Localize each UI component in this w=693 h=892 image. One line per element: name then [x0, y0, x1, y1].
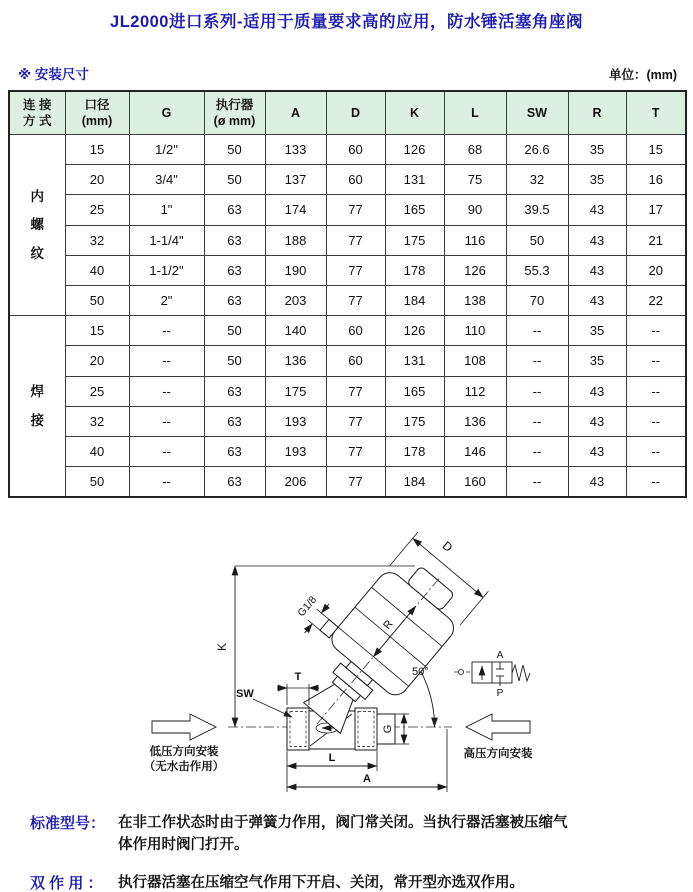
dimension-cell: 35 — [568, 346, 626, 376]
dimension-cell: 32 — [65, 406, 129, 436]
dimension-cell: 70 — [506, 285, 568, 315]
pneumatic-port-p: P — [496, 688, 504, 699]
dimension-cell: 77 — [326, 225, 385, 255]
dimension-cell: 43 — [568, 225, 626, 255]
dimension-cell: 140 — [265, 316, 326, 346]
dimension-cell: 50 — [506, 225, 568, 255]
table-row — [9, 255, 686, 285]
dimension-cell: 63 — [204, 255, 265, 285]
dimension-cell: 90 — [444, 195, 506, 225]
right-port — [355, 708, 377, 750]
column-header-bore: 口径 (mm) — [65, 91, 129, 135]
dimension-cell: 2" — [129, 285, 204, 315]
dimension-cell: 77 — [326, 376, 385, 406]
dimension-cell: 43 — [568, 436, 626, 466]
note-text: 在非工作状态时由于弹簧力作用，阀门常关闭。当执行器活塞被压缩气体作用时阀门打开。 — [118, 815, 568, 854]
dimension-cell: 22 — [626, 285, 686, 315]
dimension-cell: 146 — [444, 436, 506, 466]
dimension-cell: 20 — [626, 255, 686, 285]
dimension-cell: 63 — [204, 376, 265, 406]
dimension-cell: 50 — [65, 285, 129, 315]
dimension-cell: 126 — [385, 135, 444, 165]
pneumatic-symbol — [454, 650, 530, 699]
column-header-g: G — [129, 91, 204, 135]
dimension-cell: 175 — [385, 225, 444, 255]
column-header-connection: 连 接 方 式 — [9, 91, 65, 135]
dimension-cell: 63 — [204, 467, 265, 498]
low-pressure-caption-line1: 低压方向安装 — [149, 746, 219, 758]
dimension-cell: 25 — [65, 195, 129, 225]
dimension-cell: 60 — [326, 165, 385, 195]
valve-technical-drawing — [0, 515, 693, 805]
dimension-cell: 175 — [265, 376, 326, 406]
column-header-l: L — [444, 91, 506, 135]
dimension-cell: 32 — [65, 225, 129, 255]
dimension-cell: -- — [129, 436, 204, 466]
dimension-cell: -- — [129, 467, 204, 498]
connection-type-label: 内 螺 纹 — [9, 135, 65, 316]
dimension-cell: 63 — [204, 436, 265, 466]
dimension-cell: 138 — [444, 285, 506, 315]
dimension-cell: -- — [129, 376, 204, 406]
dimension-cell: 63 — [204, 406, 265, 436]
dimension-cell: -- — [506, 346, 568, 376]
high-pressure-arrow — [466, 714, 530, 740]
dim-label-t: T — [294, 671, 302, 683]
dimension-cell: 43 — [568, 406, 626, 436]
dimension-cell: 108 — [444, 346, 506, 376]
dimension-cell: 16 — [626, 165, 686, 195]
dimension-cell: -- — [506, 467, 568, 498]
dimension-cell: -- — [129, 316, 204, 346]
dimension-cell: 43 — [568, 285, 626, 315]
dimension-cell: 1" — [129, 195, 204, 225]
dimension-cell: 77 — [326, 255, 385, 285]
page-title: JL2000进口系列-适用于质量要求高的应用，防水锤活塞角座阀 — [110, 13, 583, 31]
table-row — [9, 467, 686, 498]
column-header-actuator: 执行器 (ø mm) — [204, 91, 265, 135]
dimension-cell: -- — [129, 406, 204, 436]
dimension-cell: 184 — [385, 285, 444, 315]
dimension-cell: 63 — [204, 195, 265, 225]
dimension-cell: 32 — [506, 165, 568, 195]
dimension-cell: 40 — [65, 255, 129, 285]
dimension-table — [8, 90, 687, 498]
table-row — [9, 406, 686, 436]
dimension-cell: 63 — [204, 285, 265, 315]
dimension-cell: -- — [626, 406, 686, 436]
note-text: 执行器活塞在压缩空气作用下开启、关闭，常开型亦选双作用。 — [118, 874, 524, 891]
notes-section — [30, 812, 675, 892]
dimension-cell: 1/2" — [129, 135, 204, 165]
pneumatic-spring — [512, 665, 530, 681]
dimension-cell: 178 — [385, 436, 444, 466]
dimension-cell: -- — [506, 436, 568, 466]
dimension-cell: 15 — [65, 316, 129, 346]
dimension-cell: -- — [506, 316, 568, 346]
dimension-cell: 110 — [444, 316, 506, 346]
dim-label-k: K — [215, 642, 229, 652]
low-pressure-caption-line2: （无水击作用） — [143, 761, 225, 773]
column-header-a: A — [265, 91, 326, 135]
dimension-cell: 43 — [568, 255, 626, 285]
section-label-installation-dimensions: ※ 安装尺寸 — [18, 67, 89, 82]
dimension-cell: 60 — [326, 135, 385, 165]
dimension-cell: 15 — [65, 135, 129, 165]
dimension-cell: 43 — [568, 376, 626, 406]
dimension-cell: 131 — [385, 165, 444, 195]
note-label: 双 作 用 ： — [30, 874, 103, 892]
dimension-cell: 21 — [626, 225, 686, 255]
dimension-cell: 160 — [444, 467, 506, 498]
table-row — [9, 225, 686, 255]
dimension-cell: 136 — [265, 346, 326, 376]
table-row — [9, 346, 686, 376]
dimension-cell: 39.5 — [506, 195, 568, 225]
dimension-cell: 75 — [444, 165, 506, 195]
dimension-cell: 178 — [385, 255, 444, 285]
dimension-cell: 174 — [265, 195, 326, 225]
dimension-cell: 77 — [326, 406, 385, 436]
sw-leader-line — [253, 699, 292, 717]
dimension-cell: 77 — [326, 467, 385, 498]
dimension-cell: -- — [626, 316, 686, 346]
column-header-d: D — [326, 91, 385, 135]
dimension-cell: 63 — [204, 225, 265, 255]
low-pressure-arrow — [152, 714, 216, 740]
dim-label-sw: SW — [236, 688, 254, 700]
column-header-sw: SW — [506, 91, 568, 135]
dimension-cell: 77 — [326, 195, 385, 225]
dimension-cell: 17 — [626, 195, 686, 225]
table-row — [9, 165, 686, 195]
pneumatic-port-a: A — [496, 650, 504, 661]
dimension-cell: 50 — [204, 316, 265, 346]
dimension-cell: 184 — [385, 467, 444, 498]
dimension-cell: 137 — [265, 165, 326, 195]
dimension-cell: 131 — [385, 346, 444, 376]
dim-label-d: D — [439, 538, 456, 555]
dimension-cell: 175 — [385, 406, 444, 436]
dimension-cell: 50 — [204, 346, 265, 376]
dimension-cell: 50 — [65, 467, 129, 498]
dimension-cell: 116 — [444, 225, 506, 255]
column-header-t: T — [626, 91, 686, 135]
dimension-cell: 165 — [385, 195, 444, 225]
dimension-cell: 68 — [444, 135, 506, 165]
dim-label-g: G — [382, 724, 394, 734]
dim-label-angle: 50° — [412, 666, 429, 678]
dimension-cell: 26.6 — [506, 135, 568, 165]
table-row — [9, 316, 686, 346]
dimension-cell: 126 — [444, 255, 506, 285]
table-row — [9, 195, 686, 225]
dim-label-r: R — [381, 617, 396, 632]
dim-label-g18: G1/8 — [295, 593, 320, 620]
note-standard-model — [30, 812, 675, 857]
dimension-cell: 193 — [265, 436, 326, 466]
table-row — [9, 285, 686, 315]
dim-label-a: A — [363, 773, 371, 785]
dimension-cell: 77 — [326, 436, 385, 466]
column-header-r: R — [568, 91, 626, 135]
dimension-cell: 203 — [265, 285, 326, 315]
dimension-cell: 55.3 — [506, 255, 568, 285]
dimension-cell: 35 — [568, 316, 626, 346]
dimension-cell: -- — [506, 376, 568, 406]
table-row — [9, 135, 686, 165]
dimension-cell: 206 — [265, 467, 326, 498]
dimension-cell: 136 — [444, 406, 506, 436]
dimension-cell: 20 — [65, 346, 129, 376]
table-header-row — [9, 91, 686, 135]
dimension-cell: 15 — [626, 135, 686, 165]
dimension-cell: -- — [506, 406, 568, 436]
dimension-cell: -- — [626, 436, 686, 466]
dimension-cell: 188 — [265, 225, 326, 255]
dimension-cell: 60 — [326, 346, 385, 376]
dimension-cell: 77 — [326, 285, 385, 315]
dimension-cell: 35 — [568, 135, 626, 165]
table-row — [9, 436, 686, 466]
dimension-cell: 20 — [65, 165, 129, 195]
dimension-cell: 112 — [444, 376, 506, 406]
dimension-cell: -- — [626, 467, 686, 498]
dimension-cell: 35 — [568, 165, 626, 195]
note-double-acting — [30, 872, 675, 892]
left-port — [287, 708, 309, 750]
dim-label-l: L — [328, 752, 336, 764]
note-label: 标准型号： — [30, 815, 106, 832]
high-pressure-caption: 高压方向安装 — [463, 748, 533, 760]
dimension-cell: 193 — [265, 406, 326, 436]
dimension-cell: 133 — [265, 135, 326, 165]
dimension-cell: -- — [626, 376, 686, 406]
dimension-cell: -- — [626, 346, 686, 376]
dimension-cell: 50 — [204, 165, 265, 195]
connection-type-label: 焊 接 — [9, 316, 65, 498]
table-row — [9, 376, 686, 406]
dimension-cell: 43 — [568, 195, 626, 225]
dimension-cell: 40 — [65, 436, 129, 466]
dimension-cell: 43 — [568, 467, 626, 498]
dimension-table-body — [9, 135, 686, 498]
dimension-cell: 1-1/2" — [129, 255, 204, 285]
dimension-cell: 25 — [65, 376, 129, 406]
dimension-cell: 126 — [385, 316, 444, 346]
dimension-cell: 190 — [265, 255, 326, 285]
dimension-cell: 165 — [385, 376, 444, 406]
dimension-cell: 3/4" — [129, 165, 204, 195]
dimension-cell: -- — [129, 346, 204, 376]
dimension-cell: 60 — [326, 316, 385, 346]
dimension-cell: 50 — [204, 135, 265, 165]
unit-label: 单位：(mm) — [608, 68, 677, 82]
column-header-k: K — [385, 91, 444, 135]
pneumatic-pilot-symbol — [459, 670, 464, 675]
dimension-cell: 1-1/4" — [129, 225, 204, 255]
